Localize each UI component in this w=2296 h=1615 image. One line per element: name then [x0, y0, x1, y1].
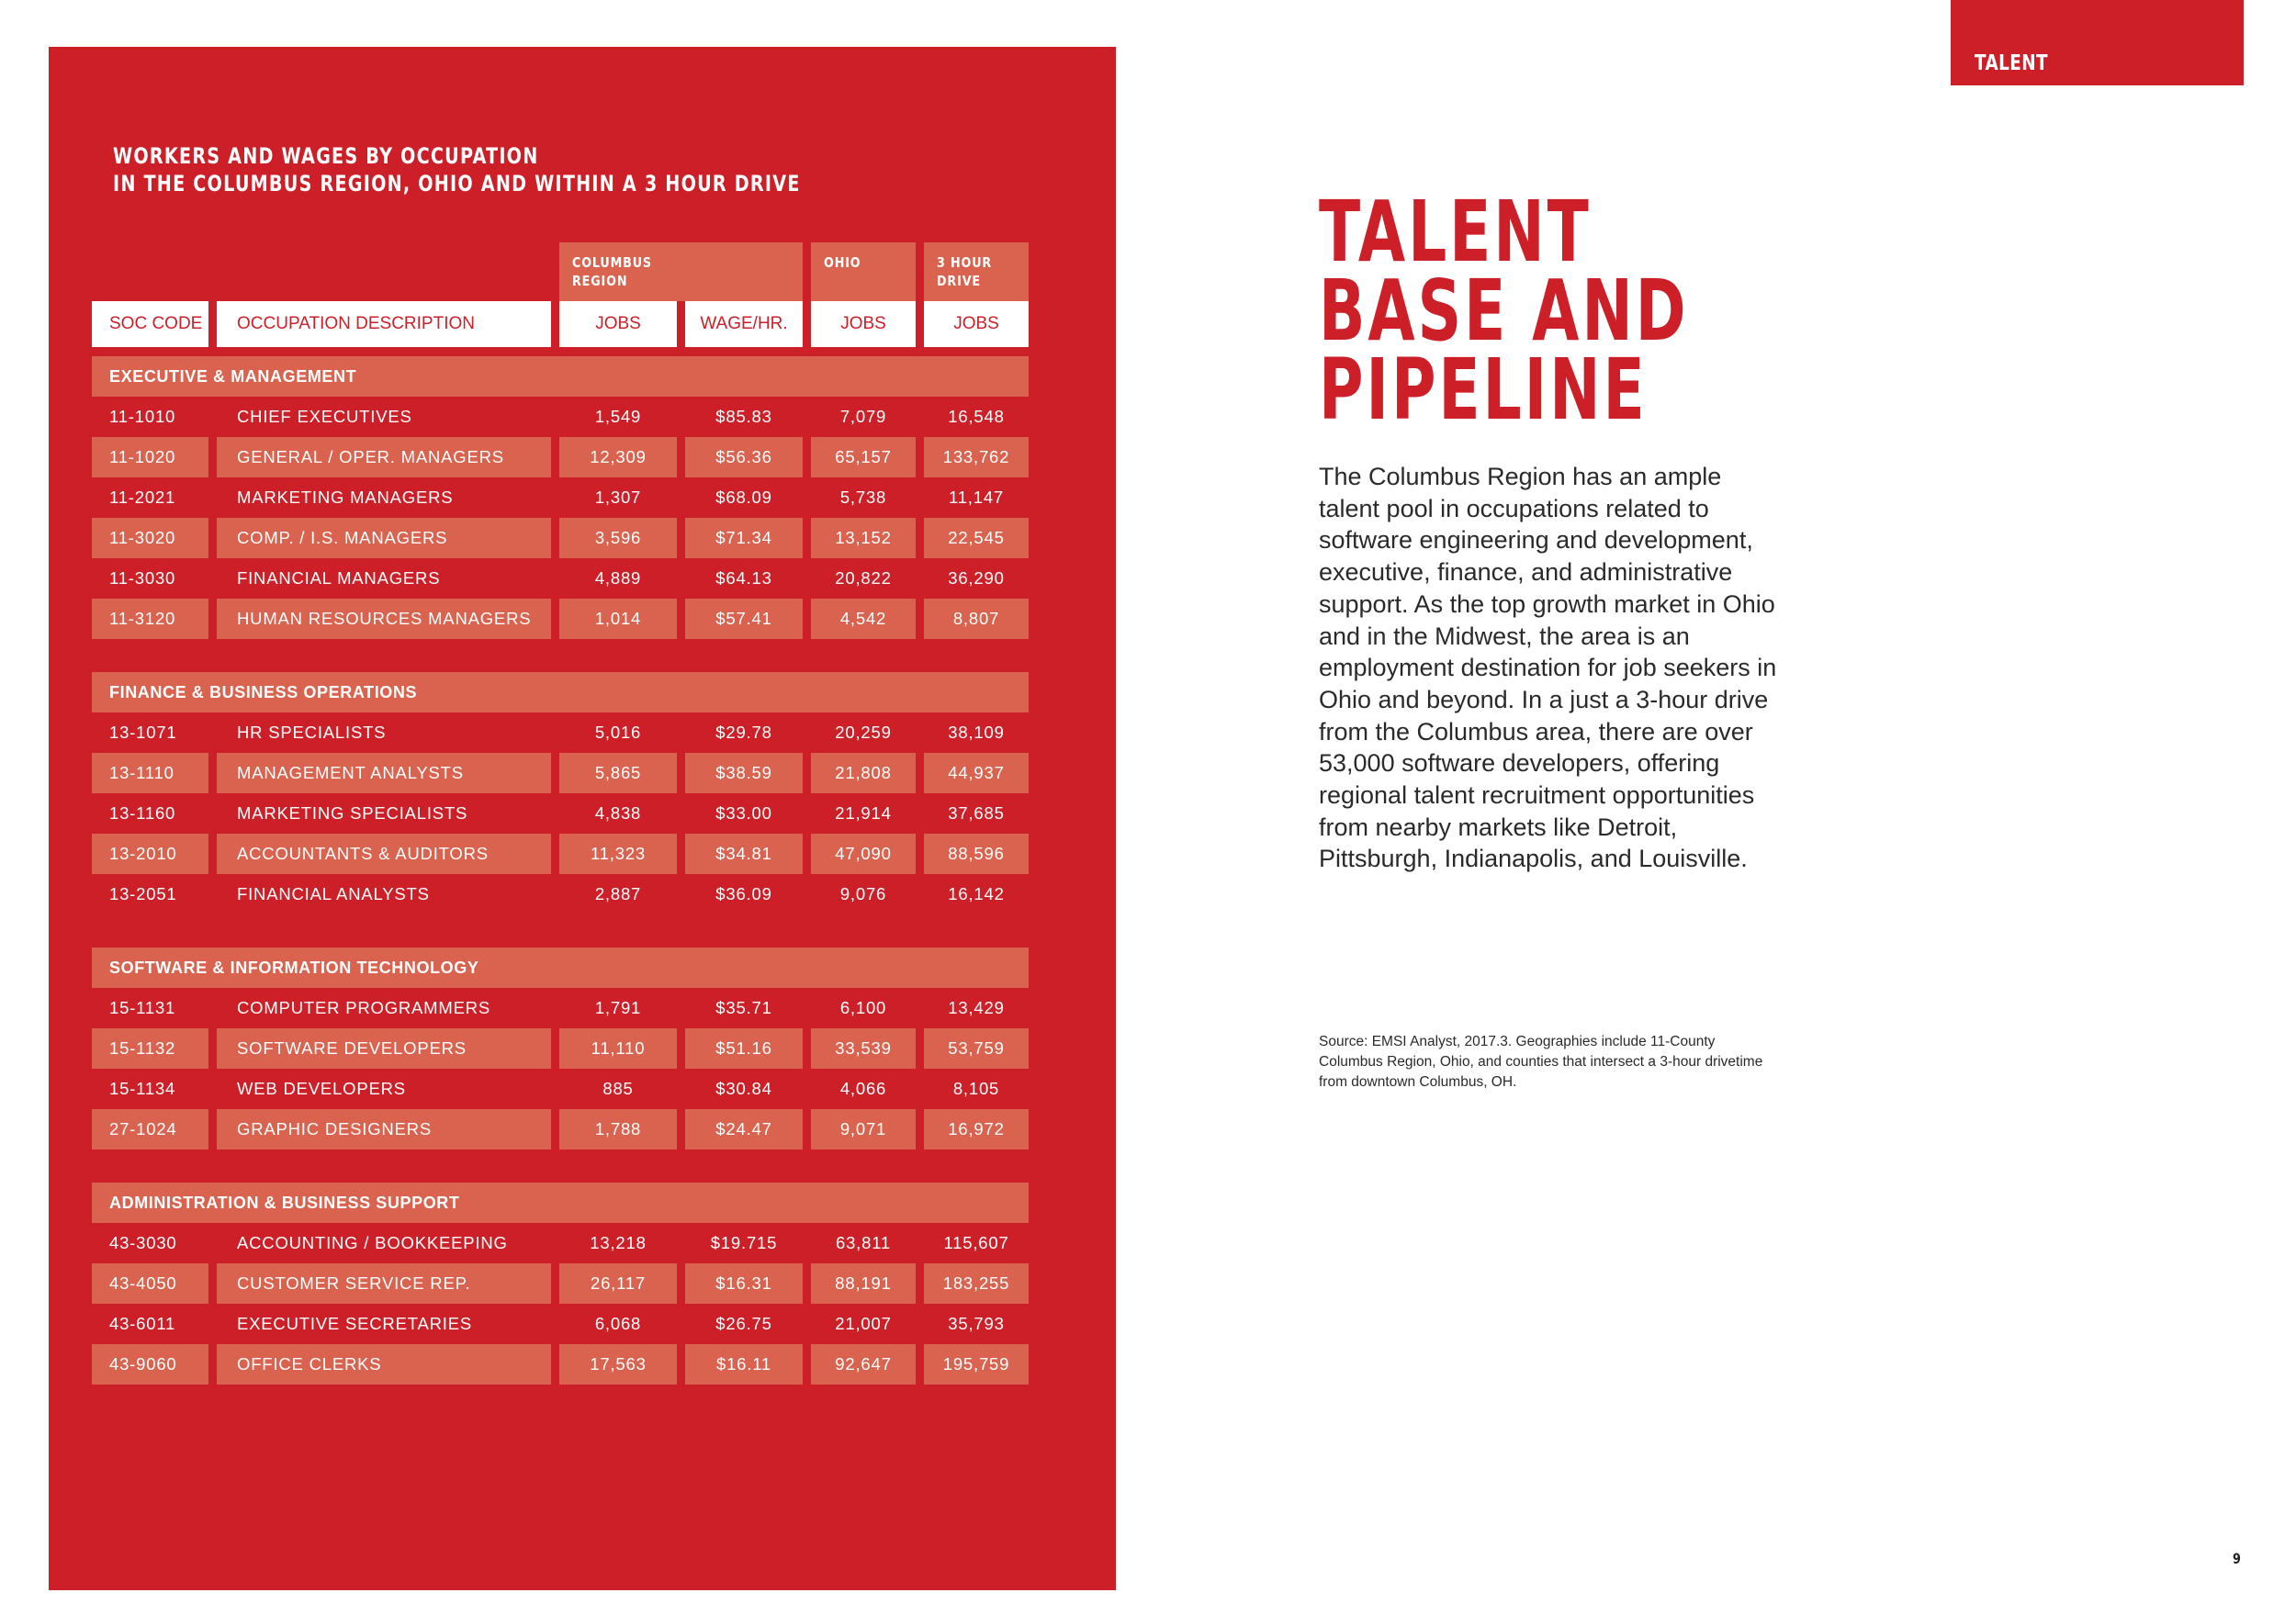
drive-jobs-cell: 88,596	[924, 834, 1029, 874]
header-soc-code: SOC CODE	[92, 301, 208, 347]
wage-cell: $26.75	[715, 1314, 772, 1333]
soc-code-cell: 43-3030	[109, 1233, 177, 1252]
soc-code-cell: 13-2051	[109, 884, 177, 903]
soc-code-cell: 13-2010	[92, 834, 208, 874]
drive-jobs-cell: 8,807	[924, 599, 1029, 639]
wage-cell: $57.41	[685, 599, 803, 639]
soc-code-cell: 11-1010	[109, 407, 176, 426]
wage-cell: $38.59	[685, 753, 803, 793]
occupation-cell: HR SPECIALISTS	[237, 723, 387, 742]
group-ohio-label: OHIO	[824, 254, 861, 271]
columbus-jobs-cell: 1,014	[559, 599, 677, 639]
drive-jobs-cell: 16,142	[948, 884, 1005, 903]
category-header: FINANCE & BUSINESS OPERATIONS	[92, 672, 1029, 712]
occupation-cell: CUSTOMER SERVICE REP.	[217, 1263, 551, 1304]
columbus-jobs-cell: 5,865	[559, 753, 677, 793]
columbus-jobs-cell: 26,117	[559, 1263, 677, 1304]
ohio-jobs-cell: 20,259	[835, 723, 892, 742]
columbus-jobs-cell: 4,889	[594, 568, 642, 588]
occupation-cell: MARKETING SPECIALISTS	[237, 803, 468, 823]
soc-code-cell: 15-1134	[109, 1079, 176, 1098]
group-ohio	[811, 242, 916, 301]
table-row	[92, 1223, 1029, 1263]
header-columbus-jobs: JOBS	[559, 301, 677, 347]
ohio-jobs-cell: 5,738	[839, 488, 887, 507]
columbus-jobs-cell: 1,549	[594, 407, 642, 426]
table-row	[92, 753, 1029, 793]
drive-jobs-cell: 36,290	[948, 568, 1005, 588]
group-columbus-region	[559, 242, 803, 301]
occupation-cell: MANAGEMENT ANALYSTS	[217, 753, 551, 793]
wage-cell: $35.71	[715, 998, 772, 1017]
ohio-jobs-cell: 6,100	[839, 998, 887, 1017]
soc-code-cell: 13-1071	[109, 723, 177, 742]
ohio-jobs-cell: 21,914	[835, 803, 892, 823]
drive-jobs-cell: 44,937	[924, 753, 1029, 793]
drive-jobs-cell: 13,429	[948, 998, 1005, 1017]
columbus-jobs-cell: 6,068	[594, 1314, 642, 1333]
wage-cell: $16.11	[685, 1344, 803, 1385]
drive-jobs-cell: 133,762	[924, 437, 1029, 477]
table-row	[92, 1069, 1029, 1109]
drive-jobs-cell: 195,759	[924, 1344, 1029, 1385]
header-wage: WAGE/HR.	[685, 301, 803, 347]
occupation-cell: FINANCIAL MANAGERS	[237, 568, 441, 588]
drive-jobs-cell: 22,545	[924, 518, 1029, 558]
wage-cell: $33.00	[715, 803, 772, 823]
occupation-cell: SOFTWARE DEVELOPERS	[217, 1028, 551, 1069]
soc-code-cell: 43-6011	[109, 1314, 176, 1333]
table-row	[92, 1028, 1029, 1069]
ohio-jobs-cell: 88,191	[811, 1263, 916, 1304]
columbus-jobs-cell: 1,307	[594, 488, 642, 507]
occupation-cell: MARKETING MANAGERS	[237, 488, 454, 507]
soc-code-cell: 13-1110	[92, 753, 208, 793]
group-3-hour-drive	[924, 242, 1029, 301]
table-row	[92, 1344, 1029, 1385]
occupation-cell: HUMAN RESOURCES MANAGERS	[217, 599, 551, 639]
wage-cell: $64.13	[715, 568, 772, 588]
columbus-jobs-cell: 2,887	[594, 884, 642, 903]
ohio-jobs-cell: 4,066	[839, 1079, 887, 1098]
table-title-line-1: WORKERS AND WAGES BY OCCUPATION	[113, 143, 539, 169]
source-note: Source: EMSI Analyst, 2017.3. Geographies include 11-County Columbus Region, Ohio, and counties that intersect a 3-hour drivetime from downtown Columbus, OH.	[1319, 1034, 1763, 1090]
group-columbus-label: COLUMBUS REGION	[572, 254, 652, 289]
ohio-jobs-cell: 47,090	[811, 834, 916, 874]
section-tab	[1951, 0, 2244, 85]
table-row	[92, 558, 1029, 599]
category-header: SOFTWARE & INFORMATION TECHNOLOGY	[92, 948, 1029, 988]
wage-cell: $36.09	[715, 884, 772, 903]
occupation-cell: ACCOUNTANTS & AUDITORS	[217, 834, 551, 874]
ohio-jobs-cell: 13,152	[811, 518, 916, 558]
page-heading-line-3: PIPELINE	[1319, 341, 1648, 439]
wage-cell: $29.78	[715, 723, 772, 742]
table-body	[92, 356, 1029, 1385]
soc-code-cell: 15-1132	[92, 1028, 208, 1069]
soc-code-cell: 13-1160	[109, 803, 176, 823]
table-row	[92, 477, 1029, 518]
drive-jobs-cell: 183,255	[924, 1263, 1029, 1304]
columbus-jobs-cell: 13,218	[590, 1233, 647, 1252]
category-header: EXECUTIVE & MANAGEMENT	[92, 356, 1029, 397]
occupation-cell: COMP. / I.S. MANAGERS	[217, 518, 551, 558]
soc-code-cell: 15-1131	[109, 998, 176, 1017]
occupation-cell: COMPUTER PROGRAMMERS	[237, 998, 491, 1017]
columbus-jobs-cell: 4,838	[594, 803, 642, 823]
wage-cell: $16.31	[685, 1263, 803, 1304]
wage-cell: $71.34	[685, 518, 803, 558]
table-row	[92, 712, 1029, 753]
occupation-cell: ACCOUNTING / BOOKKEEPING	[237, 1233, 508, 1252]
ohio-jobs-cell: 33,539	[811, 1028, 916, 1069]
occupation-cell: CHIEF EXECUTIVES	[237, 407, 412, 426]
soc-code-cell: 27-1024	[92, 1109, 208, 1150]
occupation-cell: GRAPHIC DESIGNERS	[217, 1109, 551, 1150]
drive-jobs-cell: 16,972	[924, 1109, 1029, 1150]
table-row	[92, 599, 1029, 639]
drive-jobs-cell: 115,607	[943, 1233, 1009, 1252]
drive-jobs-cell: 8,105	[952, 1079, 1000, 1098]
table-row	[92, 437, 1029, 477]
ohio-jobs-cell: 7,079	[839, 407, 887, 426]
page-heading-line-1: TALENT	[1319, 183, 1592, 281]
columbus-jobs-cell: 1,788	[559, 1109, 677, 1150]
table-row	[92, 1304, 1029, 1344]
section-tab-label: TALENT	[1975, 51, 2049, 75]
header-row	[92, 301, 1029, 347]
columbus-jobs-cell: 11,323	[559, 834, 677, 874]
wage-cell: $68.09	[715, 488, 772, 507]
ohio-jobs-cell: 65,157	[811, 437, 916, 477]
soc-code-cell: 43-9060	[92, 1344, 208, 1385]
table-row	[92, 1263, 1029, 1304]
wage-cell: $56.36	[685, 437, 803, 477]
occupation-cell: GENERAL / OPER. MANAGERS	[217, 437, 551, 477]
drive-jobs-cell: 16,548	[948, 407, 1005, 426]
table-panel	[49, 47, 1116, 1590]
columbus-jobs-cell: 17,563	[559, 1344, 677, 1385]
columbus-jobs-cell: 11,110	[559, 1028, 677, 1069]
wage-cell: $19.715	[710, 1233, 778, 1252]
page-heading	[1319, 183, 1689, 439]
table-row	[92, 793, 1029, 834]
soc-code-cell: 11-3020	[92, 518, 208, 558]
ohio-jobs-cell: 4,542	[811, 599, 916, 639]
table-row	[92, 1109, 1029, 1150]
table-row	[92, 518, 1029, 558]
ohio-jobs-cell: 9,076	[839, 884, 887, 903]
soc-code-cell: 11-1020	[92, 437, 208, 477]
table-row	[92, 988, 1029, 1028]
wage-cell: $30.84	[715, 1079, 772, 1098]
columbus-jobs-cell: 885	[602, 1079, 634, 1098]
columbus-jobs-cell: 1,791	[594, 998, 642, 1017]
drive-jobs-cell: 38,109	[948, 723, 1005, 742]
ohio-jobs-cell: 92,647	[811, 1344, 916, 1385]
occupation-cell: FINANCIAL ANALYSTS	[237, 884, 430, 903]
ohio-jobs-cell: 21,808	[811, 753, 916, 793]
wage-cell: $24.47	[685, 1109, 803, 1150]
occupation-table	[92, 242, 1029, 1385]
occupation-cell: OFFICE CLERKS	[217, 1344, 551, 1385]
columbus-jobs-cell: 5,016	[594, 723, 642, 742]
soc-code-cell: 11-3030	[109, 568, 176, 588]
occupation-cell: EXECUTIVE SECRETARIES	[237, 1314, 472, 1333]
drive-jobs-cell: 11,147	[948, 488, 1004, 507]
columbus-jobs-cell: 12,309	[559, 437, 677, 477]
occupation-cell: WEB DEVELOPERS	[237, 1079, 406, 1098]
ohio-jobs-cell: 63,811	[835, 1233, 891, 1252]
columbus-jobs-cell: 3,596	[559, 518, 677, 558]
drive-jobs-cell: 37,685	[948, 803, 1005, 823]
body-paragraph: The Columbus Region has an ample talent pool in occupations related to software engineering and development, executive, finance, and administrative support. As the top growth market in Ohio and in the Midwest, the area is an employment destination for job seekers in Ohio and beyond. In a just a 3-hour drive from the Columbus area, there are over 53,000 software developers, offering regional talent recruitment opportunities from nearby markets like Detroit, Pittsburgh, Indianapolis, and Louisville.	[1319, 463, 1777, 873]
group-drive-label: 3 HOUR DRIVE	[937, 254, 993, 289]
header-occupation: OCCUPATION DESCRIPTION	[217, 301, 551, 347]
soc-code-cell: 11-2021	[109, 488, 176, 507]
ohio-jobs-cell: 9,071	[811, 1109, 916, 1150]
category-header: ADMINISTRATION & BUSINESS SUPPORT	[92, 1183, 1029, 1223]
header-ohio-jobs: JOBS	[811, 301, 916, 347]
wage-cell: $85.83	[715, 407, 772, 426]
wage-cell: $51.16	[685, 1028, 803, 1069]
header-drive-jobs: JOBS	[924, 301, 1029, 347]
drive-jobs-cell: 53,759	[924, 1028, 1029, 1069]
drive-jobs-cell: 35,793	[948, 1314, 1005, 1333]
soc-code-cell: 43-4050	[92, 1263, 208, 1304]
wage-cell: $34.81	[685, 834, 803, 874]
ohio-jobs-cell: 20,822	[835, 568, 892, 588]
header-groups	[92, 242, 1029, 301]
table-title	[113, 142, 801, 197]
table-row	[92, 397, 1029, 437]
table-title-line-2: IN THE COLUMBUS REGION, OHIO AND WITHIN A 3 HOUR DRIVE	[113, 171, 801, 196]
page-number: 9	[2233, 1550, 2241, 1567]
ohio-jobs-cell: 21,007	[835, 1314, 892, 1333]
page-heading-line-2: BASE AND	[1319, 262, 1689, 360]
soc-code-cell: 11-3120	[92, 599, 208, 639]
table-row	[92, 834, 1029, 874]
table-row	[92, 874, 1029, 914]
